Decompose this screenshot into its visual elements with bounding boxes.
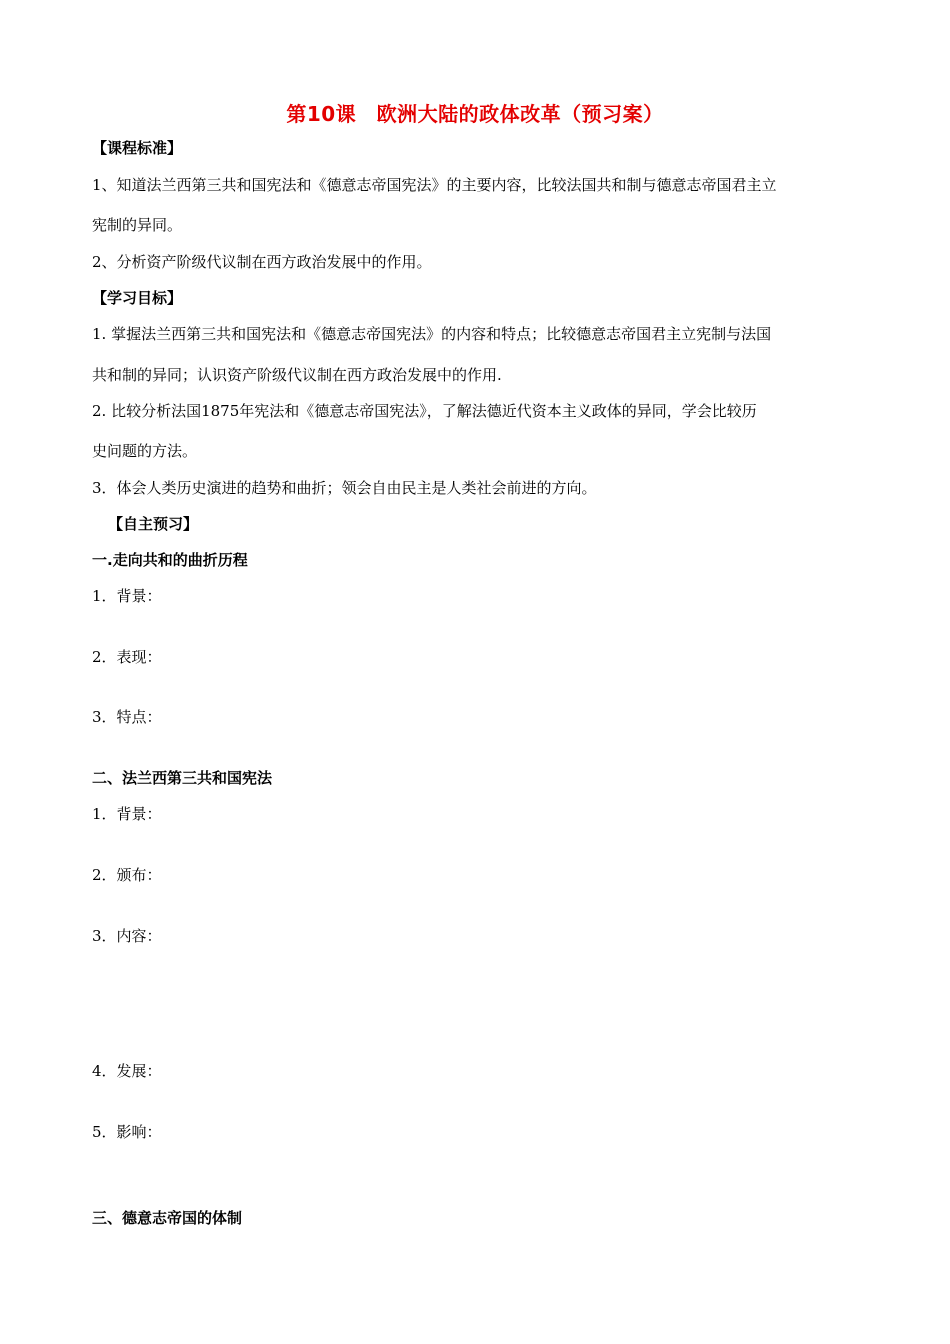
- goals-item-2-line-1: 2. 比较分析法国1875年宪法和《德意志帝国宪法》，了解法德近代资本主义政体的异同，学会比较历: [92, 402, 757, 420]
- section-3-heading: 三、德意志帝国的体制: [92, 1209, 243, 1227]
- section-2-item-promulgation: 2．颁布：: [92, 866, 162, 884]
- section-1-heading: 一.走向共和的曲折历程: [92, 551, 248, 569]
- curriculum-heading: 【课程标准】: [92, 139, 183, 157]
- section-1-item-features: 3．特点：: [92, 708, 162, 726]
- goals-heading: 【学习目标】: [92, 289, 183, 307]
- preview-heading: 【自主预习】: [108, 515, 199, 533]
- curriculum-item-1-line-1: 1、知道法兰西第三共和国宪法和《德意志帝国宪法》的主要内容，比较法国共和制与德意志帝国君主立: [92, 176, 777, 194]
- goals-item-1-line-1: 1. 掌握法兰西第三共和国宪法和《德意志帝国宪法》的内容和特点；比较德意志帝国君主立宪制与法国: [92, 325, 772, 343]
- curriculum-item-1-line-2: 宪制的异同。: [92, 216, 183, 234]
- section-2-item-background: 1．背景：: [92, 805, 162, 823]
- section-2-item-content: 3．内容：: [92, 927, 162, 945]
- goals-item-3: 3．体会人类历史演进的趋势和曲折；领会自由民主是人类社会前进的方向。: [92, 479, 597, 497]
- section-2-item-influence: 5．影响：: [92, 1123, 162, 1141]
- section-1-item-background: 1．背景：: [92, 587, 162, 605]
- curriculum-item-2: 2、分析资产阶级代议制在西方政治发展中的作用。: [92, 253, 432, 271]
- page-title: 第10课 欧洲大陆的政体改革（预习案）: [286, 102, 664, 126]
- section-1-item-manifestation: 2．表现：: [92, 648, 162, 666]
- section-2-item-development: 4．发展：: [92, 1062, 162, 1080]
- goals-item-1-line-2: 共和制的异同；认识资产阶级代议制在西方政治发展中的作用.: [92, 366, 502, 384]
- goals-item-2-line-2: 史问题的方法。: [92, 442, 198, 460]
- section-2-heading: 二、法兰西第三共和国宪法: [92, 769, 273, 787]
